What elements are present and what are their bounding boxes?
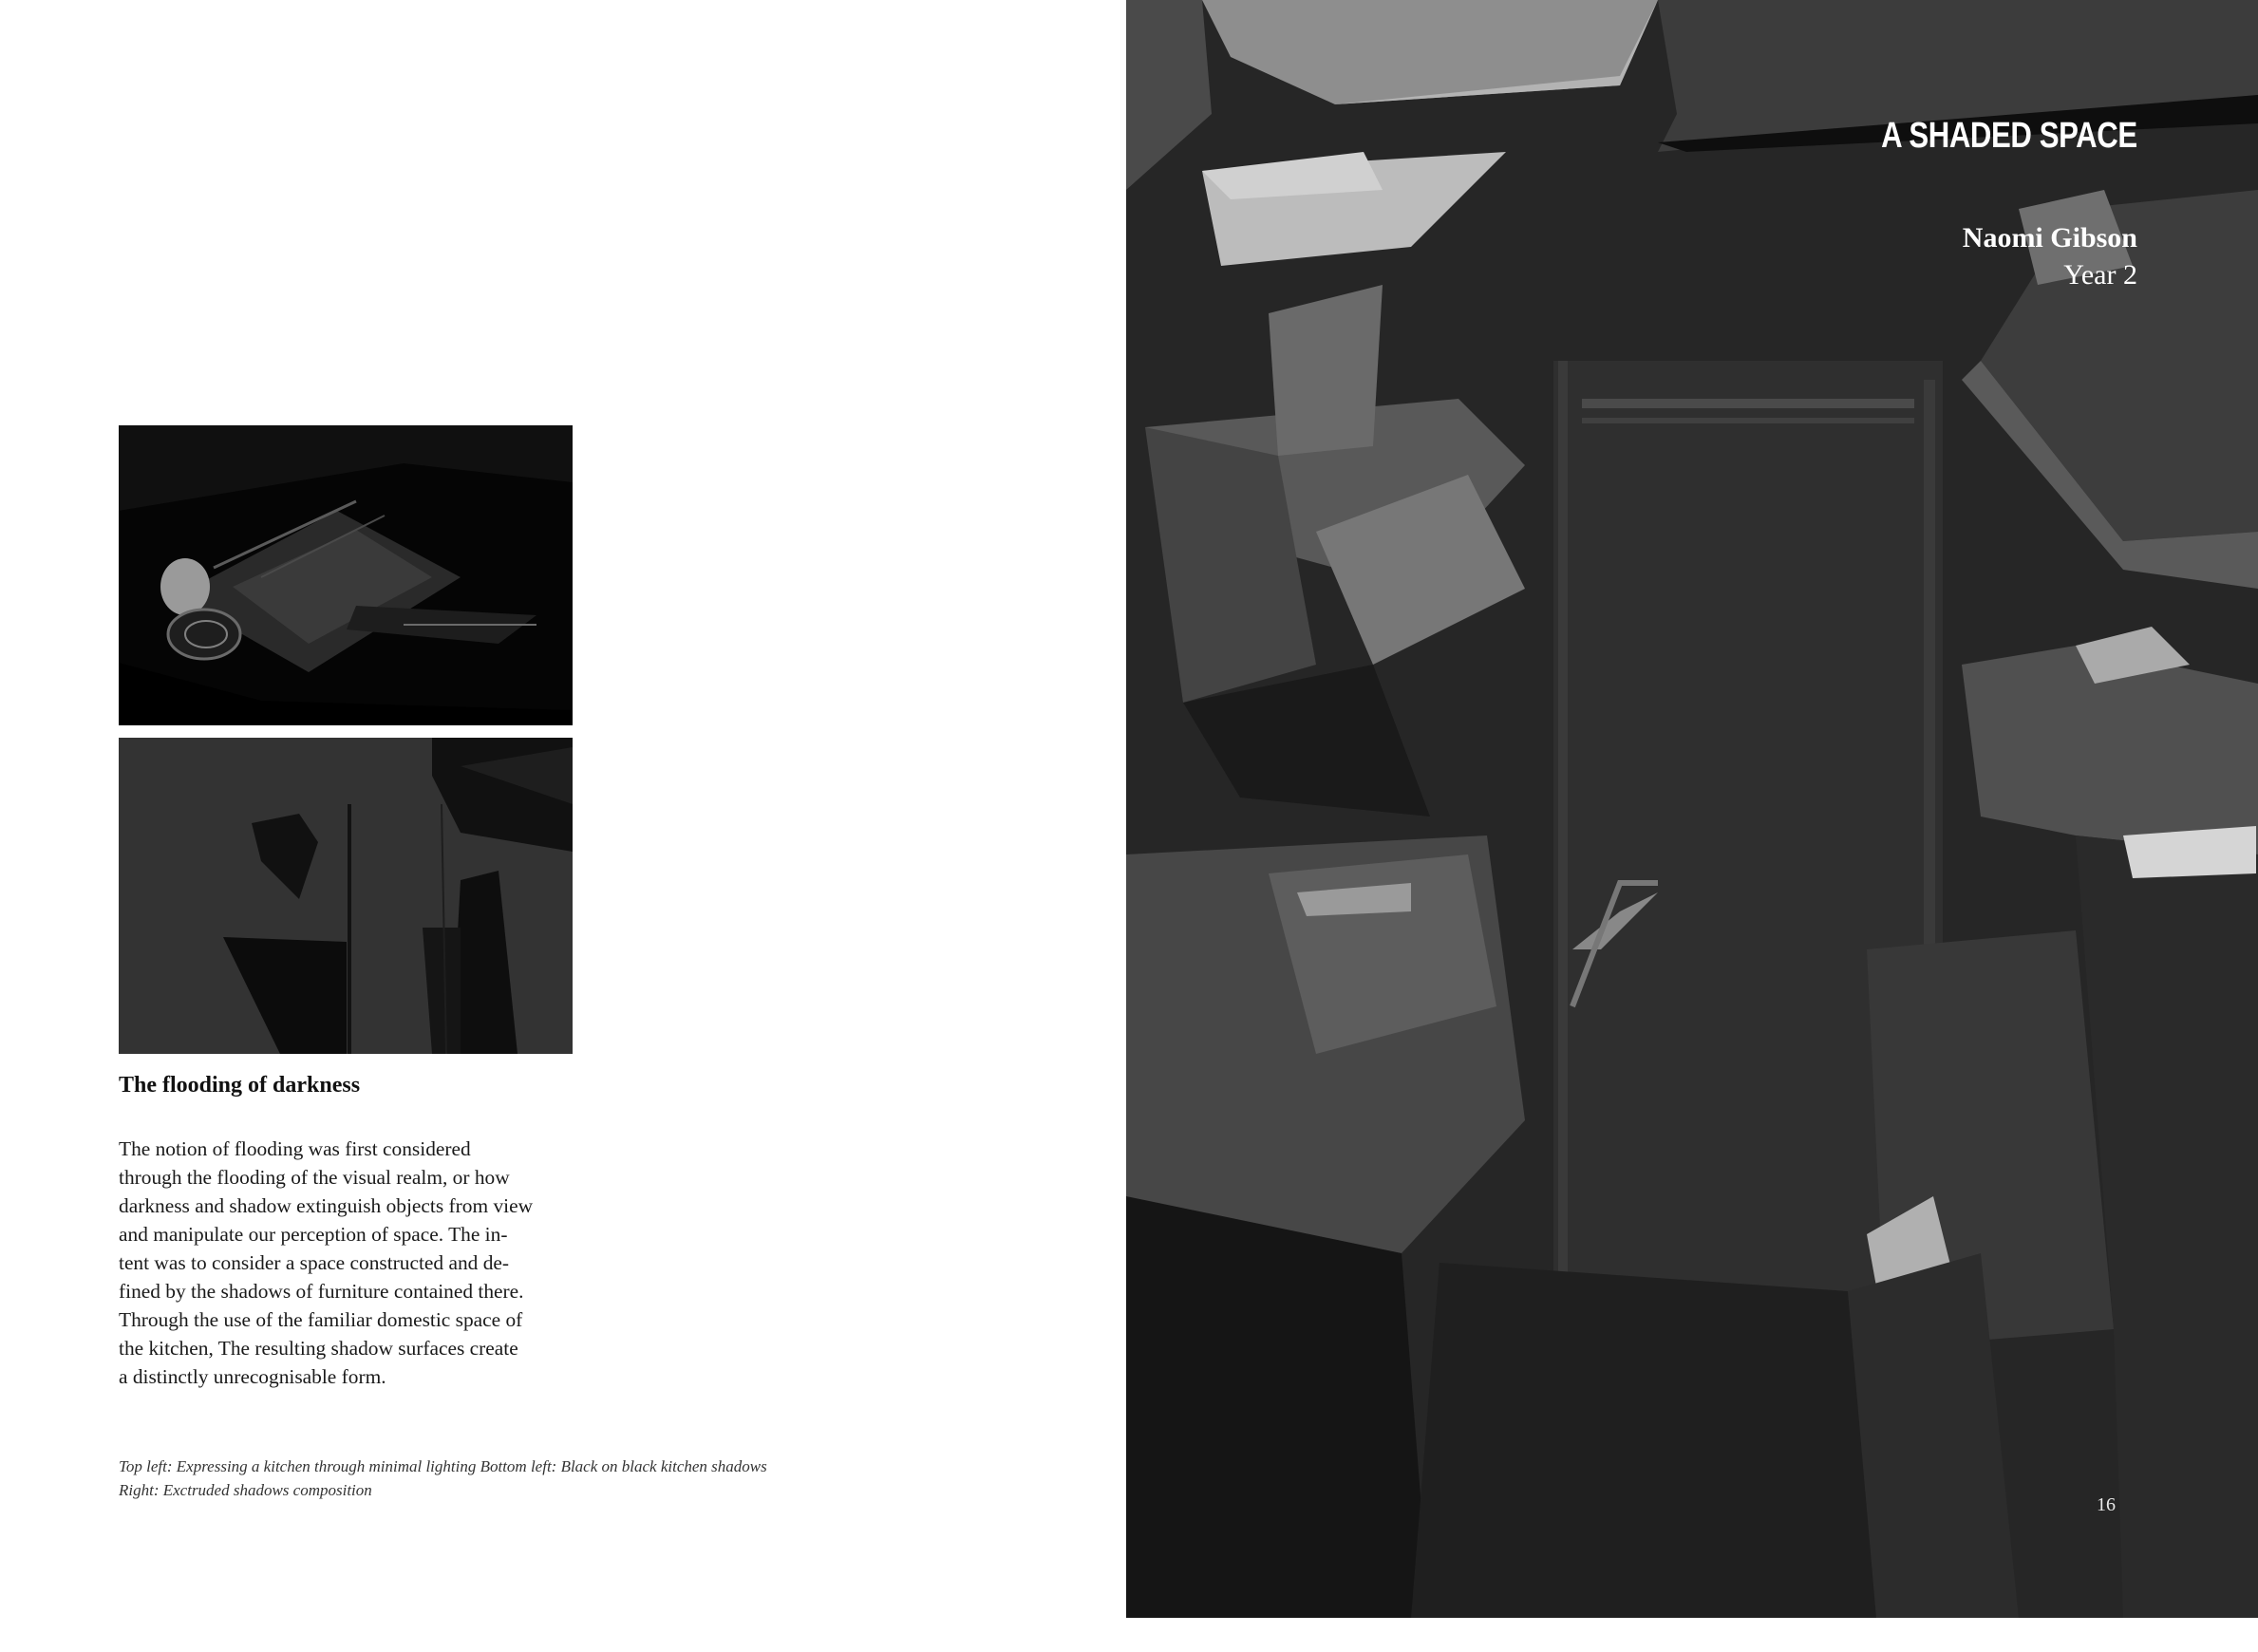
body-line: and manipulate our perception of space. The in- xyxy=(119,1223,508,1246)
body-line: the kitchen, The resulting shadow surfaces create xyxy=(119,1337,518,1360)
body-line: through the flooding of the visual realm, or how xyxy=(119,1166,510,1189)
black-on-black-shadows-photo xyxy=(119,738,573,1054)
body-paragraph xyxy=(119,1135,573,1391)
body-line: The notion of flooding was first considered xyxy=(119,1137,471,1160)
body-line: darkness and shadow extinguish objects from view xyxy=(119,1194,534,1217)
extruded-shadows-photo xyxy=(1126,0,2258,1618)
body-line: tent was to consider a space constructed and de- xyxy=(119,1251,510,1274)
page-title: A SHADED SPACE xyxy=(1881,116,2137,156)
kitchen-minimal-lighting-photo xyxy=(119,425,573,725)
page-margin xyxy=(1126,1618,2258,1652)
caption-line: Right: Exctruded shadows composition xyxy=(119,1481,372,1499)
section-heading: The flooding of darkness xyxy=(119,1073,361,1098)
author-name: Naomi Gibson xyxy=(1962,222,2137,253)
body-line: fined by the shadows of furniture contained there. xyxy=(119,1280,524,1303)
caption-line: Top left: Expressing a kitchen through minimal lighting Bottom left: Black on black kitchen shadows xyxy=(119,1457,767,1475)
left-page xyxy=(0,0,1126,1652)
page-number: 16 xyxy=(2097,1494,2116,1515)
body-line: Through the use of the familiar domestic space of xyxy=(119,1308,523,1331)
author-year: Year 2 xyxy=(2063,259,2137,291)
figure-caption xyxy=(119,1455,916,1502)
body-line: a distinctly unrecognisable form. xyxy=(119,1365,386,1388)
